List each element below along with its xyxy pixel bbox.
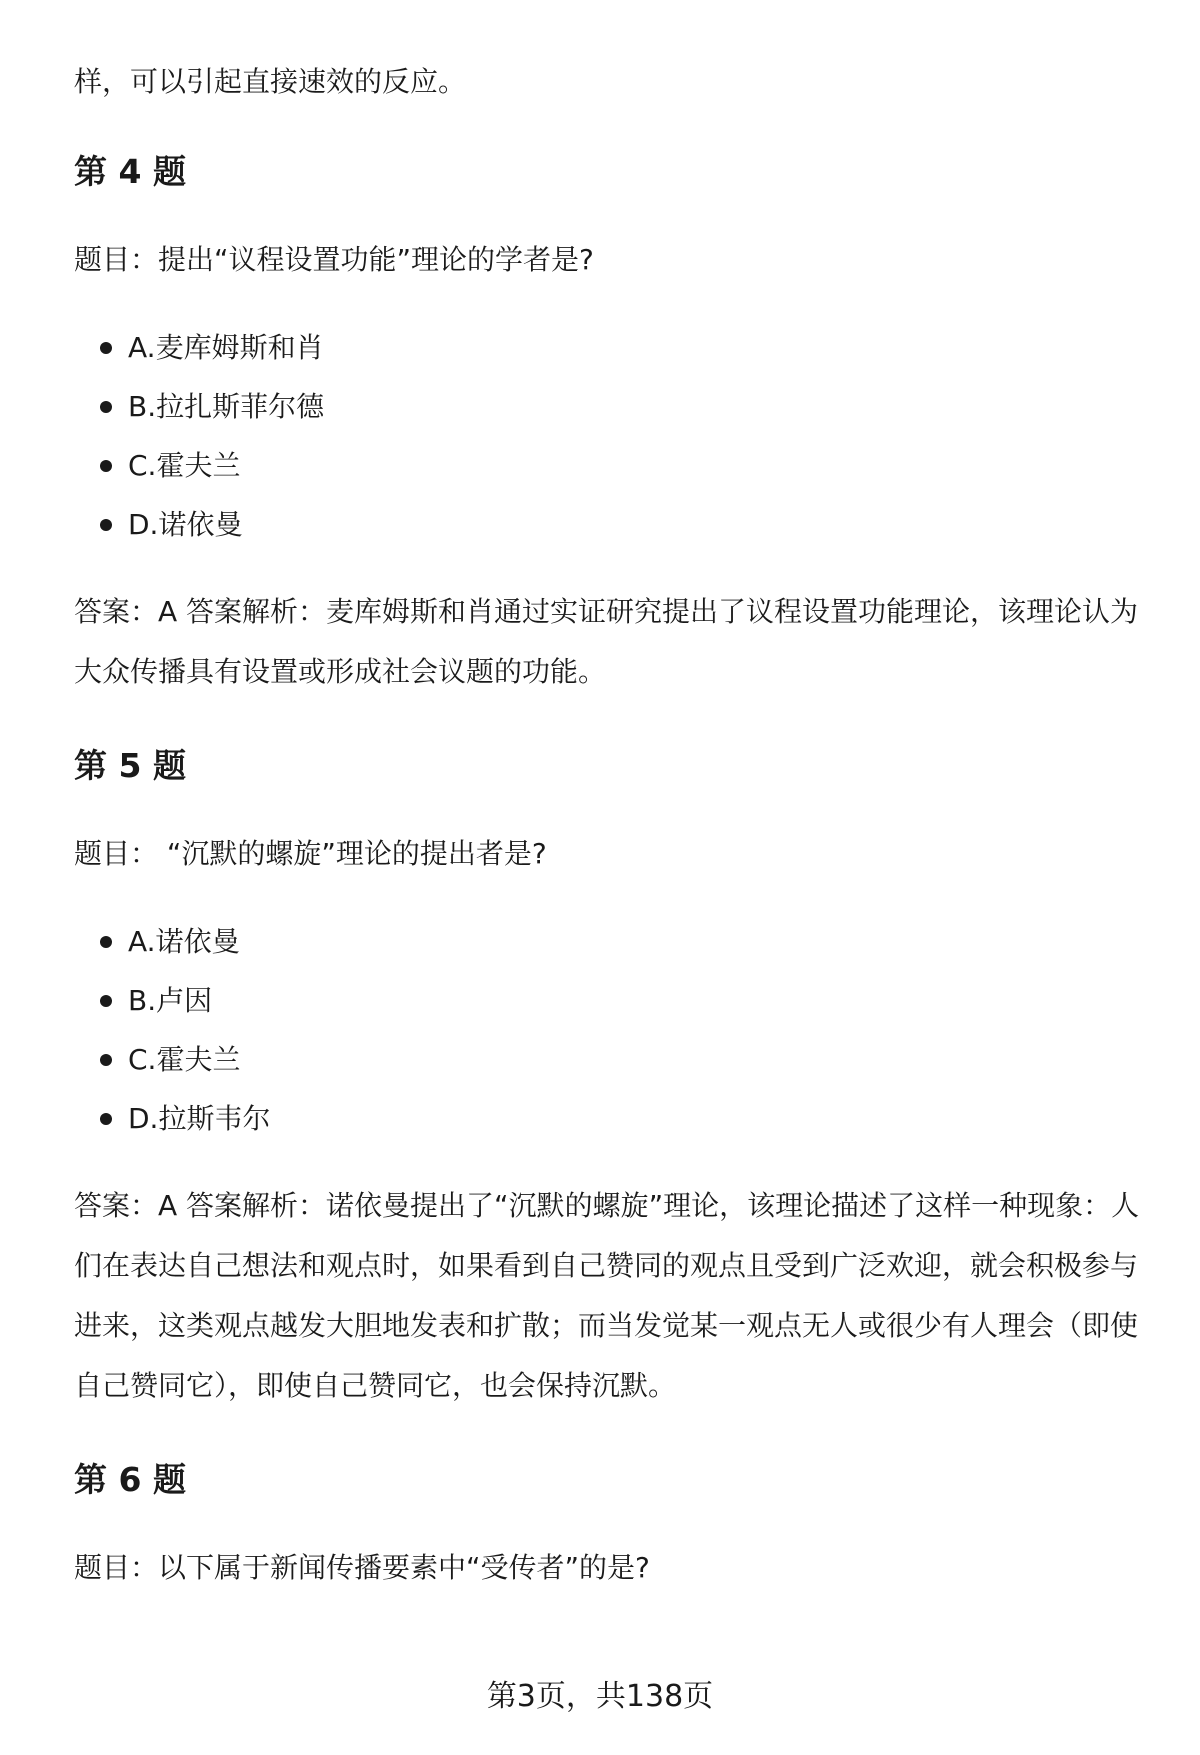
bullet-icon	[100, 401, 112, 413]
option-label: C.霍夫兰	[128, 449, 241, 482]
option-item	[74, 377, 1144, 436]
option-list	[74, 318, 1144, 554]
option-label: B.拉扎斯菲尔德	[128, 390, 325, 423]
question-prompt: 题目：提出“议程设置功能”理论的学者是?	[74, 243, 594, 276]
bullet-icon	[100, 1113, 112, 1125]
bullet-icon	[100, 995, 112, 1007]
question-prompt: 题目：以下属于新闻传播要素中“受传者”的是?	[74, 1551, 650, 1584]
page-number: 第3页，共138页	[486, 1679, 714, 1714]
option-label: A.麦库姆斯和肖	[128, 331, 324, 364]
question-5	[74, 736, 1144, 1416]
option-item	[74, 971, 1144, 1030]
continuation-text: 样，可以引起直接速效的反应。	[74, 65, 467, 98]
option-label: A.诺依曼	[128, 925, 240, 958]
option-item	[74, 912, 1144, 971]
bullet-icon	[100, 519, 112, 531]
document-body	[74, 52, 1144, 1626]
option-item	[74, 1030, 1144, 1089]
question-title: 第 5 题	[74, 746, 186, 785]
option-list	[74, 912, 1144, 1148]
bullet-icon	[100, 460, 112, 472]
question-4	[74, 142, 1144, 702]
question-title: 第 6 题	[74, 1460, 186, 1499]
option-label: D.拉斯韦尔	[128, 1102, 271, 1135]
option-item	[74, 436, 1144, 495]
option-label: D.诺依曼	[128, 508, 243, 541]
option-item	[74, 495, 1144, 554]
option-label: C.霍夫兰	[128, 1043, 241, 1076]
bullet-icon	[100, 936, 112, 948]
option-item	[74, 1089, 1144, 1148]
answer-explanation: 答案：A 答案解析：麦库姆斯和肖通过实证研究提出了议程设置功能理论，该理论认为大众传播具有设置或形成社会议题的功能。	[74, 595, 1139, 688]
question-title: 第 4 题	[74, 152, 186, 191]
question-6	[74, 1450, 1144, 1598]
answer-explanation: 答案：A 答案解析：诺依曼提出了“沉默的螺旋”理论，该理论描述了这样一种现象：人们在表达自己想法和观点时，如果看到自己赞同的观点且受到广泛欢迎，就会积极参与进来，这类观点越发大胆地发表和扩散；而当发觉某一观点无人或很少有人理会（即使自己赞同它），即使自己赞同它，也会保持沉默。	[74, 1189, 1140, 1402]
bullet-icon	[100, 1054, 112, 1066]
question-prompt: 题目： “沉默的螺旋”理论的提出者是?	[74, 837, 547, 870]
option-item	[74, 318, 1144, 377]
bullet-icon	[100, 342, 112, 354]
option-label: B.卢因	[128, 984, 213, 1017]
